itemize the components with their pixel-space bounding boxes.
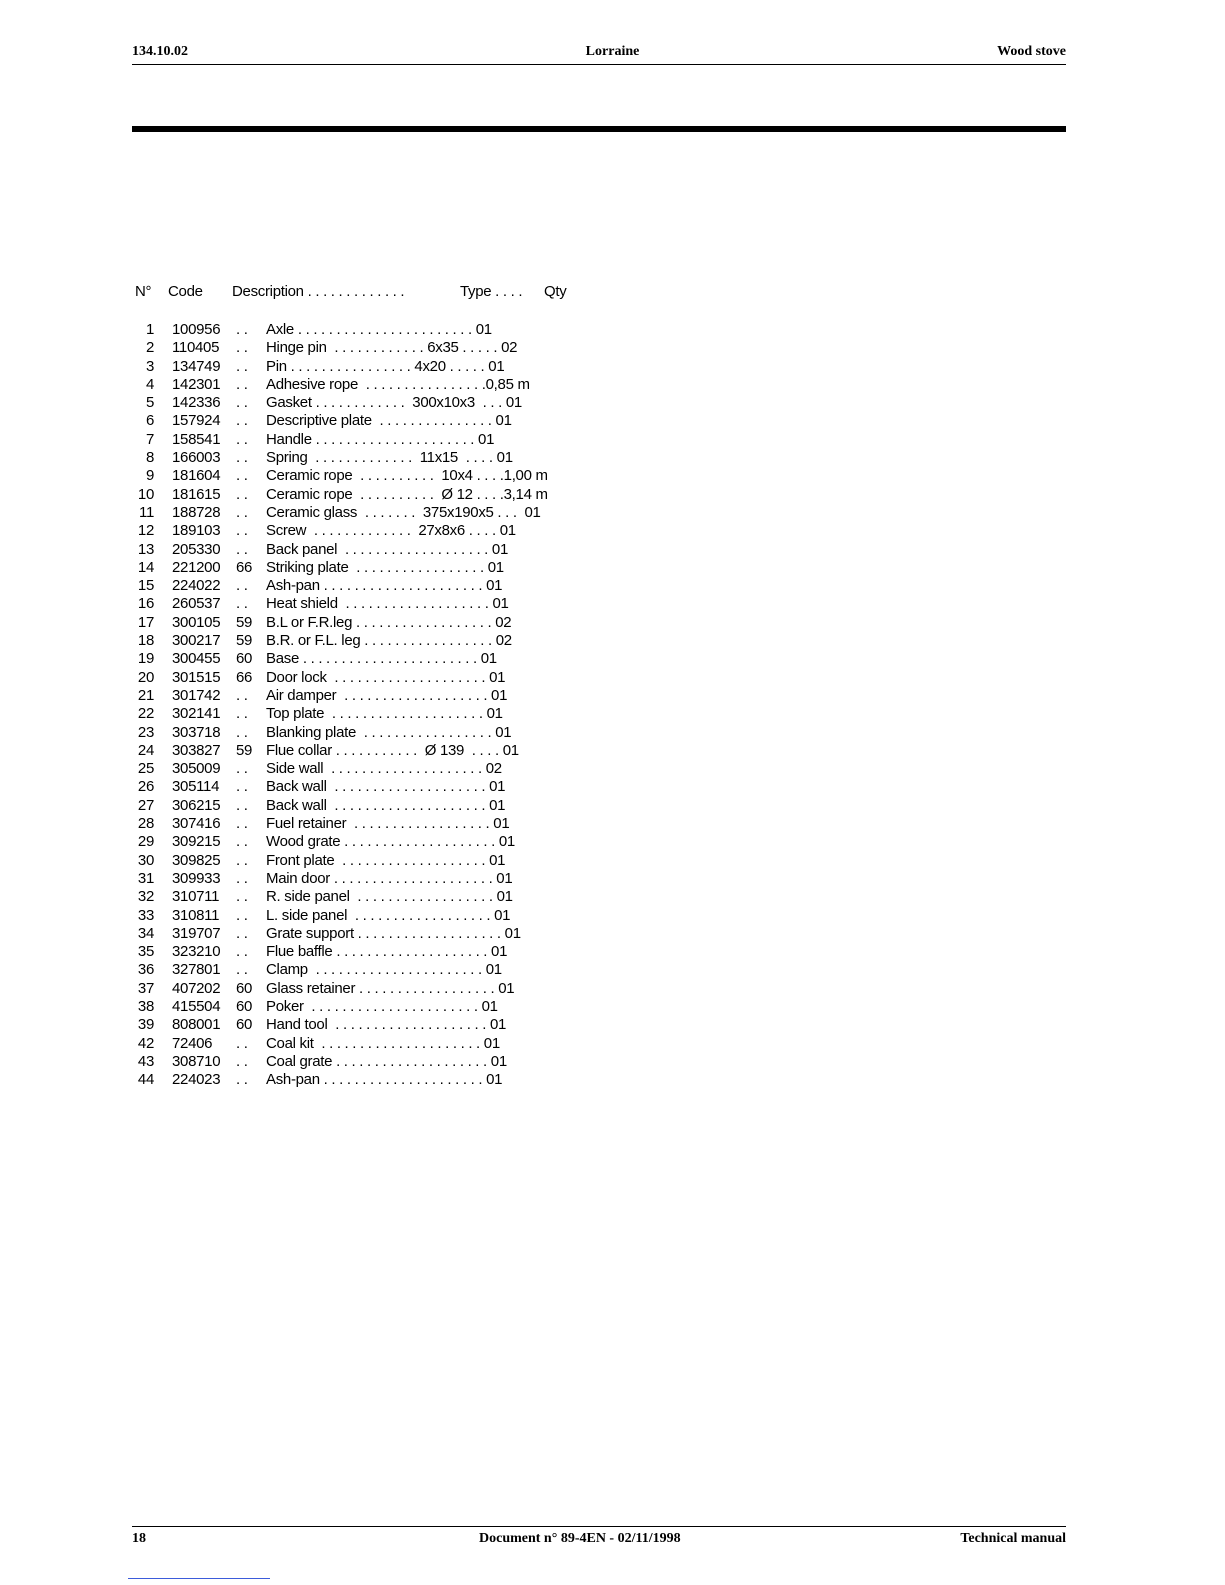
part-line: Pin . . . . . . . . . . . . . . . . 4x20 . . . . . 01 [266,357,505,375]
part-line: Grate support . . . . . . . . . . . . . . . . . . . 01 [266,924,521,942]
part-code: 303718 [172,723,221,741]
part-code: 415504 [172,997,221,1015]
part-code: 157924 [172,412,221,430]
column-header-no: N° [135,283,152,300]
part-group: 66 [236,668,253,686]
part-group: . . [236,522,248,540]
header-product-name: Lorraine [585,44,640,59]
part-group: . . [236,412,248,430]
part-line: Ceramic rope . . . . . . . . . . 10x4 . . . .1,00 m [266,467,548,485]
part-line: Main door . . . . . . . . . . . . . . . . . . . . . 01 [266,869,513,887]
part-line: Air damper . . . . . . . . . . . . . . . . . . . 01 [266,686,508,704]
part-code: 808001 [172,1016,221,1034]
part-number: 14 [137,558,154,576]
part-group: 66 [236,558,253,576]
part-group: 60 [236,979,253,997]
part-number: 21 [137,686,154,704]
part-group: . . [236,503,248,521]
part-group: 59 [236,632,253,650]
part-number: 10 [137,485,154,503]
part-group: . . [236,375,248,393]
part-number: 34 [137,924,154,942]
footer-document-ref: Document n° 89-4EN - 02/11/1998 [479,1531,681,1546]
part-group: . . [236,357,248,375]
part-code: 301515 [172,668,221,686]
part-number: 16 [137,595,154,613]
part-group: . . [236,778,248,796]
part-line: Fuel retainer . . . . . . . . . . . . . . . . . . 01 [266,815,510,833]
part-group: . . [236,1071,248,1089]
part-group: . . [236,924,248,942]
part-number: 31 [137,869,154,887]
part-number: 11 [139,503,154,521]
part-number: 9 [145,467,154,485]
part-number: 26 [137,778,154,796]
part-line: Side wall . . . . . . . . . . . . . . . . . . . . 02 [266,760,502,778]
part-line: Hinge pin . . . . . . . . . . . . 6x35 . . . . . 02 [266,339,518,357]
part-number: 27 [137,796,154,814]
part-number: 5 [145,394,154,412]
part-number: 38 [137,997,154,1015]
part-group: . . [236,906,248,924]
part-number: 36 [137,961,154,979]
part-line: Hand tool . . . . . . . . . . . . . . . . . . . . 01 [266,1016,507,1034]
part-code: 300105 [172,613,221,631]
part-code: 327801 [172,961,221,979]
part-group: 60 [236,650,253,668]
part-line: Screw . . . . . . . . . . . . . 27x8x6 . . . . 01 [266,522,516,540]
part-code: 308710 [172,1052,221,1070]
part-number: 37 [137,979,154,997]
part-number: 32 [137,888,154,906]
part-code: 309933 [172,869,221,887]
part-line: Adhesive rope . . . . . . . . . . . . . . . .0,85 m [266,375,530,393]
part-line: L. side panel . . . . . . . . . . . . . . . . . . 01 [266,906,511,924]
part-group: 60 [236,997,253,1015]
part-line: Door lock . . . . . . . . . . . . . . . . . . . . 01 [266,668,506,686]
part-number: 18 [137,632,154,650]
section-divider [132,126,1066,132]
header-divider [132,64,1066,65]
part-number: 44 [137,1071,154,1089]
footer-manual-title: Technical manual [960,1531,1066,1546]
part-code: 188728 [172,503,221,521]
part-code: 303827 [172,741,221,759]
part-line: Blanking plate . . . . . . . . . . . . . . . . . 01 [266,723,512,741]
part-group: . . [236,595,248,613]
part-code: 309825 [172,851,221,869]
part-group: . . [236,577,248,595]
part-code: 134749 [172,357,221,375]
part-code: 305114 [172,778,220,796]
part-line: Gasket . . . . . . . . . . . . 300x10x3 . . . 01 [266,394,522,412]
part-number: 12 [137,522,154,540]
part-line: Ceramic rope . . . . . . . . . . Ø 12 . . . .3,14 m [266,485,548,503]
part-code: 181604 [172,467,221,485]
part-number: 33 [137,906,154,924]
part-line: Ash-pan . . . . . . . . . . . . . . . . . . . . . 01 [266,1071,503,1089]
part-group: . . [236,705,248,723]
part-number: 35 [137,943,154,961]
part-number: 30 [137,851,154,869]
part-group: 60 [236,1016,253,1034]
part-line: Flue collar . . . . . . . . . . . Ø 139 . . . . 01 [266,741,519,759]
part-line: Descriptive plate . . . . . . . . . . . . . . . 01 [266,412,512,430]
part-group: . . [236,796,248,814]
part-line: Clamp . . . . . . . . . . . . . . . . . . . . . . 01 [266,961,502,979]
part-line: Ceramic glass . . . . . . . 375x190x5 . . . 01 [266,503,541,521]
part-group: . . [236,449,248,467]
part-line: Glass retainer . . . . . . . . . . . . . . . . . . 01 [266,979,515,997]
part-line: B.R. or F.L. leg . . . . . . . . . . . . . . . . . 02 [266,632,512,650]
part-code: 310711 [172,888,220,906]
part-code: 300217 [172,632,221,650]
part-line: Front plate . . . . . . . . . . . . . . . . . . . 01 [266,851,506,869]
part-group: . . [236,723,248,741]
part-line: Striking plate . . . . . . . . . . . . . . . . . 01 [266,558,504,576]
part-group: . . [236,467,248,485]
part-code: 224022 [172,577,221,595]
part-code: 166003 [172,449,221,467]
part-code: 309215 [172,833,221,851]
part-number: 23 [137,723,154,741]
part-line: R. side panel . . . . . . . . . . . . . . . . . . 01 [266,888,513,906]
part-code: 158541 [172,430,221,448]
part-group: . . [236,833,248,851]
part-code: 142336 [172,394,221,412]
part-line: Handle . . . . . . . . . . . . . . . . . . . . . 01 [266,430,495,448]
part-group: . . [236,869,248,887]
part-group: 59 [236,613,253,631]
part-group: . . [236,394,248,412]
part-code: 189103 [172,522,221,540]
part-number: 25 [137,760,154,778]
part-line: Base . . . . . . . . . . . . . . . . . . . . . . . 01 [266,650,497,668]
column-header-code: Code [168,283,203,300]
part-number: 7 [145,430,154,448]
footer-divider [132,1526,1066,1527]
part-line: Back wall . . . . . . . . . . . . . . . . . . . . 01 [266,796,506,814]
part-code: 302141 [172,705,221,723]
part-group: . . [236,851,248,869]
part-code: 319707 [172,924,221,942]
part-line: Coal grate . . . . . . . . . . . . . . . . . . . . 01 [266,1052,507,1070]
part-line: Coal kit . . . . . . . . . . . . . . . . . . . . . 01 [266,1034,500,1052]
part-number: 29 [137,833,154,851]
part-line: Spring . . . . . . . . . . . . . 11x15 . . . . 01 [266,449,513,467]
part-number: 28 [137,815,154,833]
part-group: . . [236,943,248,961]
part-group: . . [236,430,248,448]
part-code: 307416 [172,815,221,833]
part-line: Back wall . . . . . . . . . . . . . . . . . . . . 01 [266,778,506,796]
part-code: 142301 [172,375,221,393]
part-group: . . [236,686,248,704]
part-line: Top plate . . . . . . . . . . . . . . . . . . . . 01 [266,705,503,723]
part-line: Back panel . . . . . . . . . . . . . . . . . . . 01 [266,540,509,558]
part-group: . . [236,321,248,338]
part-code: 323210 [172,943,221,961]
part-code: 110405 [172,339,220,357]
part-number: 17 [137,613,154,631]
part-code: 72406 [172,1034,213,1052]
part-line: Ash-pan . . . . . . . . . . . . . . . . . . . . . 01 [266,577,503,595]
part-code: 260537 [172,595,221,613]
part-code: 301742 [172,686,221,704]
part-group: . . [236,961,248,979]
link-underline [128,1578,270,1579]
part-line: Heat shield . . . . . . . . . . . . . . . . . . . 01 [266,595,509,613]
part-number: 8 [145,449,154,467]
part-number: 24 [137,741,154,759]
header-product-type: Wood stove [997,44,1066,59]
column-header-type: Type . . . . [460,283,523,300]
part-number: 42 [137,1034,154,1052]
part-group: . . [236,339,248,357]
part-group: . . [236,760,248,778]
part-group: . . [236,815,248,833]
part-group: . . [236,1034,248,1052]
part-group: 59 [236,741,253,759]
part-code: 221200 [172,558,221,576]
part-code: 300455 [172,650,221,668]
part-code: 224023 [172,1071,221,1089]
part-number: 19 [137,650,154,668]
part-line: Axle . . . . . . . . . . . . . . . . . . . . . . . 01 [266,321,492,338]
part-number: 13 [137,540,154,558]
part-number: 22 [137,705,154,723]
page-number: 18 [132,1531,146,1546]
part-group: . . [236,888,248,906]
part-code: 306215 [172,796,221,814]
part-code: 305009 [172,760,221,778]
part-code: 310811 [172,906,220,924]
part-line: Flue baffle . . . . . . . . . . . . . . . . . . . . 01 [266,943,508,961]
part-number: 4 [145,375,154,393]
part-number: 3 [145,357,154,375]
part-number: 15 [137,577,154,595]
part-code: 205330 [172,540,221,558]
part-number: 20 [137,668,154,686]
column-header-qty: Qty [544,283,567,300]
header-doc-number: 134.10.02 [132,44,188,59]
part-line: Wood grate . . . . . . . . . . . . . . . . . . . . 01 [266,833,515,851]
part-line: Poker . . . . . . . . . . . . . . . . . . . . . . 01 [266,997,498,1015]
column-header-description: Description . . . . . . . . . . . . . [232,283,405,300]
part-group: . . [236,1052,248,1070]
part-group: . . [236,485,248,503]
part-code: 181615 [172,485,221,503]
part-code: 100956 [172,321,221,338]
part-line: B.L or F.R.leg . . . . . . . . . . . . . . . . . . 02 [266,613,512,631]
part-number: 6 [145,412,154,430]
part-group: . . [236,540,248,558]
part-number: 39 [137,1016,154,1034]
part-number: 43 [137,1052,154,1070]
part-code: 407202 [172,979,221,997]
part-number: 1 [145,321,154,338]
part-number: 2 [145,339,154,357]
